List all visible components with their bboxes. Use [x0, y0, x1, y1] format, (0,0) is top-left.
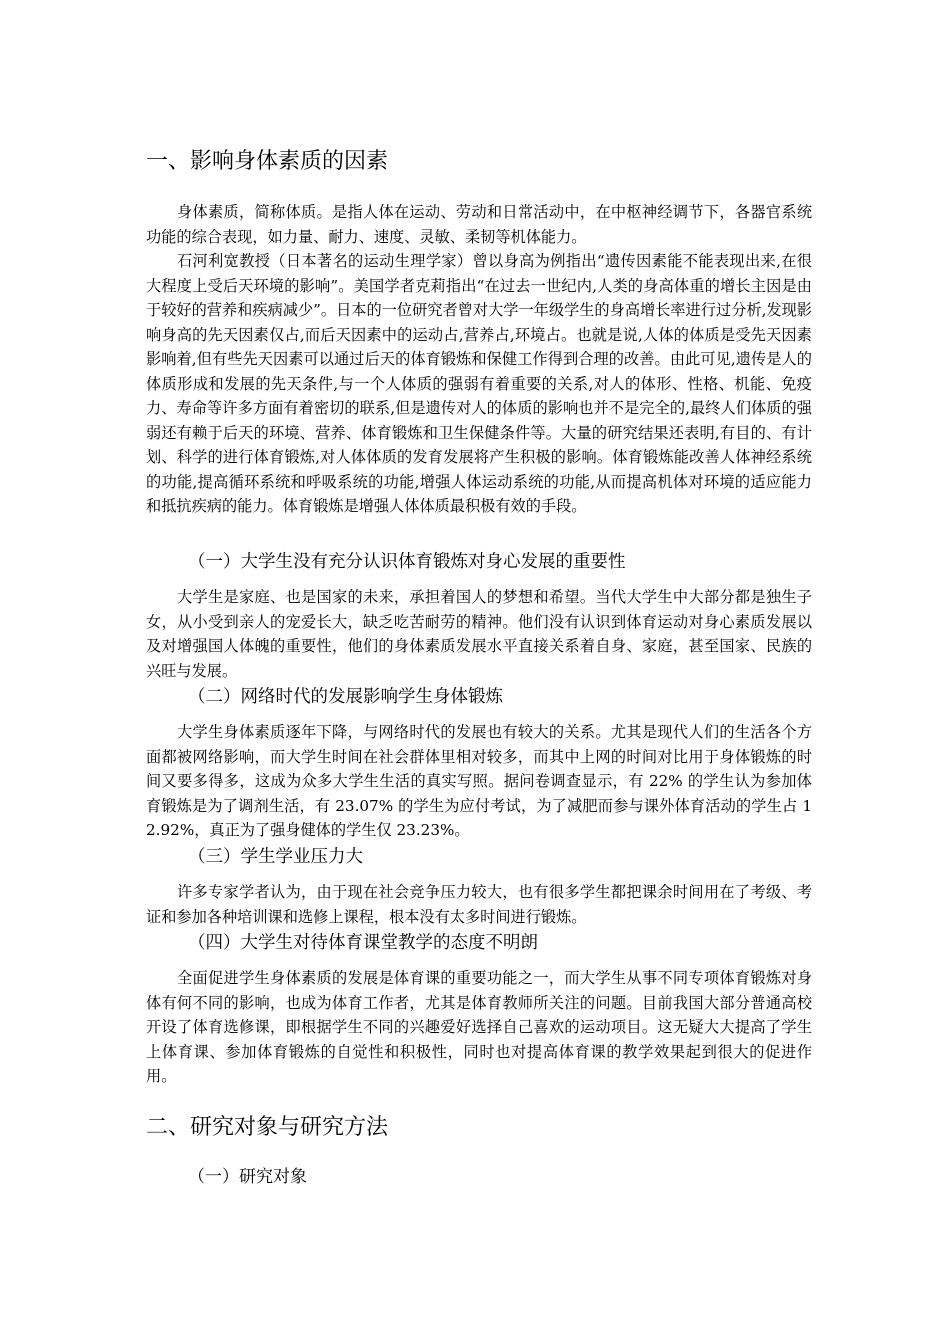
subsection-heading-2: （二）网络时代的发展影响学生身体锻炼: [188, 687, 503, 707]
paragraph-pe-attitude: 全面促进学生身体素质的发展是体育课的重要功能之一，而大学生从事不同专项体育锻炼对身体有何不同的影响，也成为体育工作者，尤其是体育教师所关注的问题。目前我国大部分普通高校开设了体育选修课，即根据学生不同的兴趣爱好选择自己喜欢的运动项目。这无疑大大提高了学生上体育课、参加体育锻炼的自觉性和积极性，同时也对提高体育课的教学效果起到很大的促进作用。: [146, 969, 812, 1085]
paragraph-definition: 身体素质，简称体质。是指人体在运动、劳动和日常活动中，在中枢神经调节下，各器官系统功能的综合表现，如力量、耐力、速度、灵敏、柔韧等机体能力。: [146, 203, 812, 246]
paragraph-awareness: 大学生是家庭、也是国家的未来，承担着国人的梦想和希望。当代大学生中大部分都是独生子女，从小受到亲人的宠爱长大，缺乏吃苦耐劳的精神。他们没有认识到体育运动对身心素质发展以及对增强国人体魄的重要性，他们的身体素质发展水平直接关系着自身、家庭，甚至国家、民族的兴旺与发展。: [146, 588, 812, 680]
paragraph-genetics-environment: 石河利宽教授（日本著名的运动生理学家）曾以身高为例指出“遗传因素能不能表现出来,在很大程度上受后天环境的影响”。美国学者克莉指出“在过去一世纪内,人类的身高体重的增长主因是由于较好的营养和疾病减少”。日本的一位研究者曾对大学一年级学生的身高增长率进行过分析,发现影响身高的先天因素仅占,而后天因素中的运动占,营养占,环境占。也就是说,人体的体质是受先天因素影响着,但有些先天因素可以通过后天的体育锻炼和保健工作得到合理的改善。由此可见,遗传是人的体质形成和发展的先天条件,与一个人体质的强弱有着重要的关系,对人的体形、性格、机能、免疫力、寿命等许多方面有着密切的联系,但是遗传对人的体质的影响也并不是完全的,最终人们体质的强弱还有赖于后天的环境、营养、体育锻炼和卫生保健条件等。大量的研究结果还表明,有目的、有计划、科学的进行体育锻炼,对人体体质的发育发展将产生积极的影响。体育锻炼能改善人体神经系统的功能,提高循环系统和呼吸系统的功能,增强人体运动系统的功能,从而提高机体对环境的适应能力和抵抗疾病的能力。体育锻炼是增强人体体质最积极有效的手段。: [146, 252, 812, 515]
subsection-heading-research-object: （一）研究对象: [188, 1167, 307, 1187]
paragraph-internet: 大学生身体素质逐年下降，与网络时代的发展也有较大的关系。尤其是现代人们的生活各个方面都被网络影响，而大学生时间在社会群体里相对较多，而其中上网的时间对比用于身体锻炼的时间又要多得多，这成为众多大学生生活的真实写照。据问卷调查显示，有 22% 的学生认为参加体育锻炼是为了调剂生活，有 23.07% 的学生为应付考试，为了减肥而参与课外体育活动的学生占 12.92%，真正为了强身健体的学生仅 23.23%。: [146, 723, 812, 839]
section-heading-factors: 一、影响身体素质的因素: [146, 149, 389, 174]
paragraph-academic-pressure: 许多专家学者认为，由于现在社会竞争压力较大，也有很多学生都把课余时间用在了考级、考证和参加各种培训课和选修上课程，根本没有太多时间进行锻炼。: [146, 883, 812, 926]
subsection-heading-3: （三）学生学业压力大: [188, 847, 363, 867]
subsection-heading-4: （四）大学生对待体育课堂教学的态度不明朗: [188, 933, 538, 953]
section-heading-methods: 二、研究对象与研究方法: [146, 1115, 389, 1140]
subsection-heading-1: （一）大学生没有充分认识体育锻炼对身心发展的重要性: [188, 552, 626, 572]
